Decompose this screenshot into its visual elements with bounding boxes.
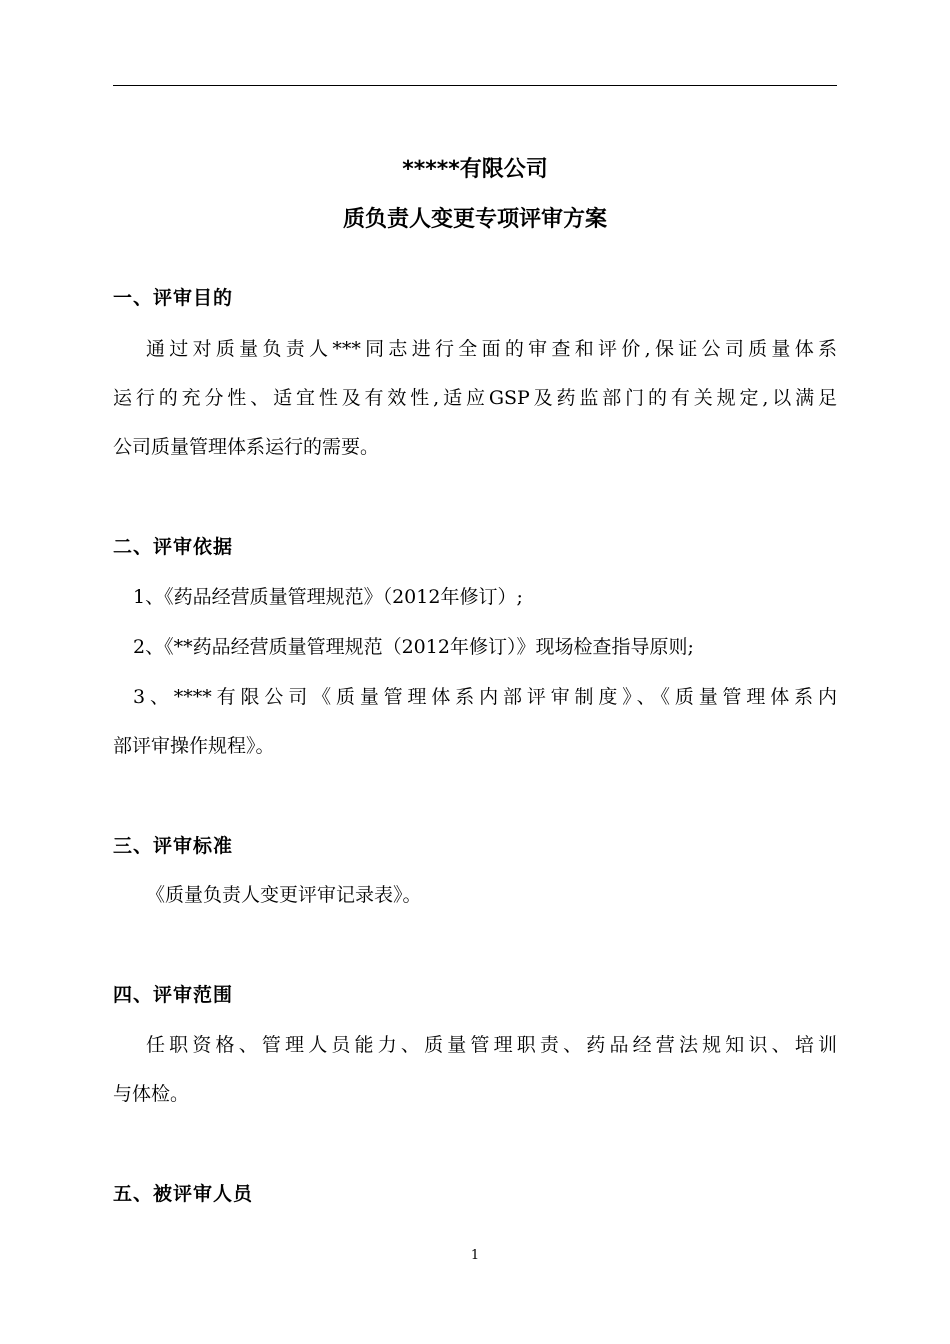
title-plan: 质负责人变更专项评审方案 (342, 207, 607, 232)
page-number: 1 (470, 1248, 480, 1263)
section-heading-scope: 四、评审范围 (113, 984, 234, 1006)
list-item-continuation: 部评审操作规程》。 (113, 735, 275, 757)
section-heading-standard: 三、评审标准 (113, 835, 234, 857)
section-heading-purpose: 一、评审目的 (113, 287, 234, 309)
paragraph-line: 与体检。 (113, 1083, 190, 1105)
section-heading-reviewee: 五、被评审人员 (113, 1183, 254, 1205)
list-item: 1、《药品经营质量管理规范》（2012年修订）; (133, 586, 523, 608)
paragraph-line: 运行的充分性、适宜性及有效性,适应GSP及药监部门的有关规定,以满足 (113, 387, 837, 409)
list-item: 2、《**药品经营质量管理规范（2012年修订）》现场检查指导原则; (133, 636, 694, 658)
list-item: 3、****有限公司《质量管理体系内部评审制度》、《质量管理体系内 (133, 686, 837, 708)
paragraph-line: 任职资格、管理人员能力、质量管理职责、药品经营法规知识、培训 (146, 1034, 837, 1056)
section-heading-basis: 二、评审依据 (113, 536, 234, 558)
title-company: *****有限公司 (402, 157, 548, 182)
paragraph-line: 《质量负责人变更评审记录表》。 (146, 884, 422, 906)
header-rule (113, 85, 837, 86)
paragraph-line: 通过对质量负责人***同志进行全面的审查和评价,保证公司质量体系 (146, 338, 837, 360)
paragraph-line: 公司质量管理体系运行的需要。 (113, 436, 380, 458)
